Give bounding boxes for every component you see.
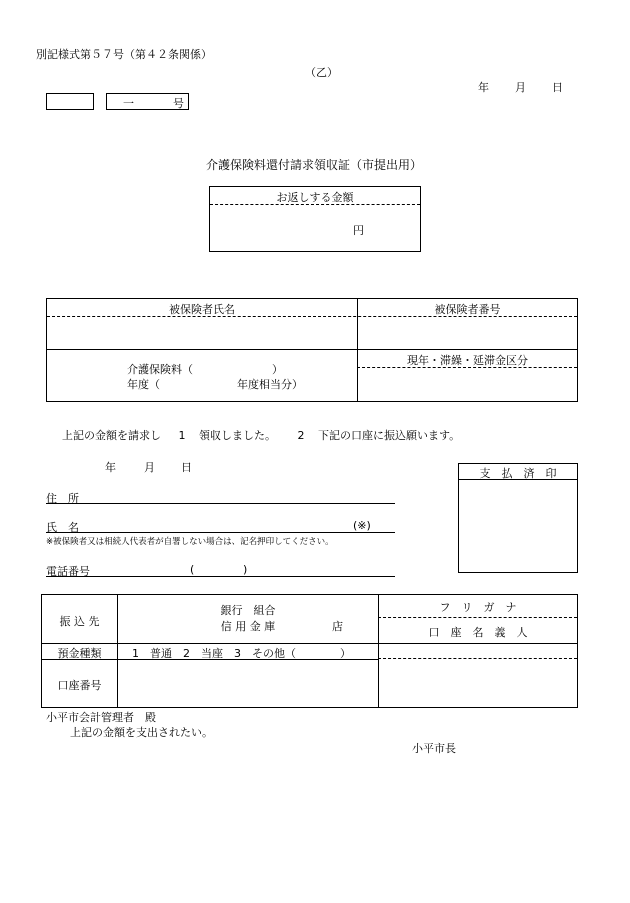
footer-instruction: 上記の金額を支出されたい。 xyxy=(70,726,213,739)
bank-type-line2: 信 用 金 庫 xyxy=(220,620,276,633)
header-date-month: 月 xyxy=(515,81,526,94)
paid-stamp-divider xyxy=(459,479,577,480)
category-header: 現年・滞繰・延滞金区分 xyxy=(407,354,528,367)
premium-label: 介護保険料（ xyxy=(127,363,193,376)
refund-amount-box xyxy=(209,186,421,252)
reference-code-field[interactable] xyxy=(46,93,94,110)
account-number-label: 口座番号 xyxy=(57,679,102,692)
name-input[interactable] xyxy=(95,517,345,532)
paid-stamp-label: 支 払 済 印 xyxy=(479,467,557,480)
copy-type: （乙） xyxy=(305,66,338,79)
option2-text: 下記の口座に振込願います。 xyxy=(318,429,461,442)
seal-mark: (※) xyxy=(353,519,371,532)
option1-number: 1 xyxy=(178,429,186,442)
premium-close: ） xyxy=(272,363,283,376)
bank-row-divider-1 xyxy=(42,643,577,644)
signature-note: ※被保険者又は相続人代表者が自署しない場合は、記名押印してください。 xyxy=(46,537,334,547)
insured-name-input[interactable] xyxy=(47,317,356,349)
address-input[interactable] xyxy=(95,488,395,503)
applicant-date-month: 月 xyxy=(144,461,155,474)
option2-number: 2 xyxy=(297,429,305,442)
refund-amount-input[interactable] xyxy=(210,205,420,251)
refund-amount-label: お返しする金額 xyxy=(276,191,354,204)
category-input[interactable] xyxy=(358,368,577,401)
number-dash: 一 xyxy=(123,97,134,110)
document-title: 介護保険料還付請求領収証（市提出用） xyxy=(206,158,423,172)
branch-label: 店 xyxy=(332,620,343,633)
insured-table xyxy=(46,298,578,402)
bank-table xyxy=(41,594,578,708)
phone-label: 電話番号 xyxy=(46,565,90,578)
phone-line xyxy=(46,576,395,577)
bank-type-line1: 銀行 組合 xyxy=(220,604,276,617)
insured-name-header: 被保険者氏名 xyxy=(169,303,235,316)
applicant-date-day: 日 xyxy=(181,461,192,474)
account-holder-input[interactable] xyxy=(379,659,577,707)
account-number-input[interactable] xyxy=(118,660,377,707)
number-suffix: 号 xyxy=(173,97,184,110)
fiscal-year-label: 年度（ xyxy=(127,378,160,391)
name-line xyxy=(46,532,395,533)
name-label: 氏 名 xyxy=(46,521,79,534)
claim-text: 上記の金額を請求し xyxy=(62,429,161,442)
yen-unit: 円 xyxy=(353,224,364,237)
insured-number-header: 被保険者番号 xyxy=(434,303,501,316)
claim-statement xyxy=(62,427,460,443)
reference-number-field[interactable] xyxy=(106,93,189,110)
furigana-label: フ リ ガ ナ xyxy=(439,601,517,614)
fiscal-year-share: 年度相当分） xyxy=(237,378,303,391)
paid-stamp-box xyxy=(458,463,578,573)
deposit-type-options[interactable]: 1 普通 2 当座 3 その他（ ） xyxy=(132,647,351,660)
option1-text: 領収しました。 xyxy=(199,429,276,442)
applicant-date-year: 年 xyxy=(105,461,116,474)
furigana-divider xyxy=(378,617,577,618)
insured-row-divider xyxy=(47,349,577,350)
phone-input[interactable] xyxy=(120,561,390,576)
footer-mayor: 小平市長 xyxy=(412,742,456,755)
deposit-type-label: 預金種類 xyxy=(57,647,102,660)
header-date-day: 日 xyxy=(552,81,563,94)
form-number: 別記様式第５７号（第４２条関係） xyxy=(36,48,212,61)
transfer-destination-label: 振 込 先 xyxy=(59,615,100,628)
phone-close-paren: ) xyxy=(243,563,248,576)
footer-addressee: 小平市会計管理者 殿 xyxy=(46,711,156,724)
address-label: 住 所 xyxy=(46,492,79,505)
insured-number-input[interactable] xyxy=(358,317,577,349)
account-holder-label: 口 座 名 義 人 xyxy=(428,626,528,639)
address-line xyxy=(46,503,395,504)
header-date-year: 年 xyxy=(478,81,489,94)
phone-open-paren: ( xyxy=(190,563,195,576)
